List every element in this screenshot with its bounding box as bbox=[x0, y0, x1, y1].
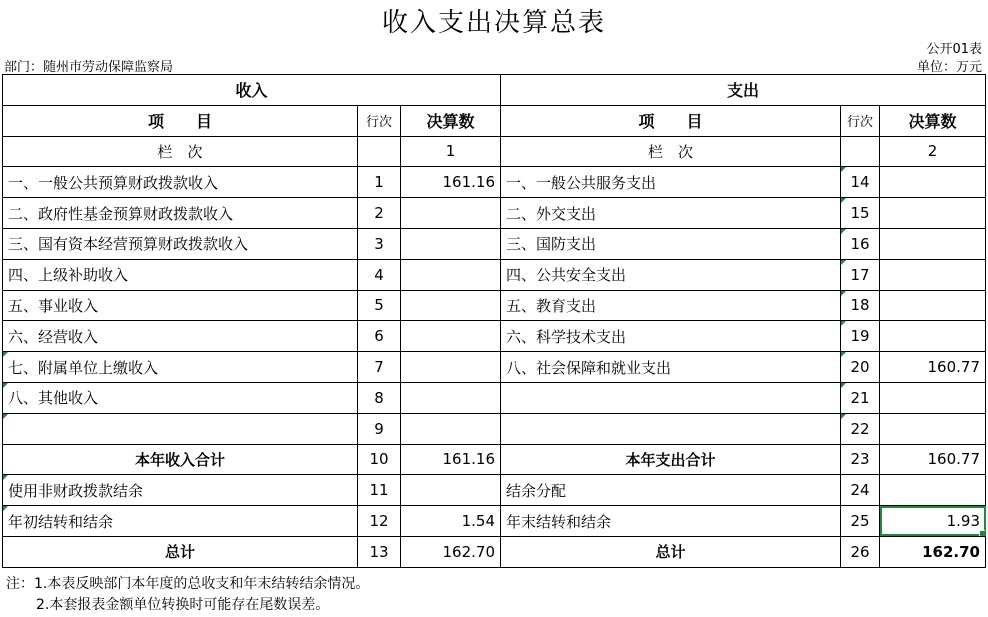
table-row bbox=[3, 198, 986, 229]
cell[interactable] bbox=[841, 136, 880, 167]
expense-amount[interactable] bbox=[880, 382, 986, 413]
expense-amount[interactable] bbox=[880, 321, 986, 352]
income-amount[interactable] bbox=[401, 290, 501, 321]
grand-total-expense-row-no[interactable]: 26 bbox=[841, 536, 880, 567]
table-row bbox=[3, 167, 986, 198]
table-row bbox=[3, 228, 986, 259]
expense-row-no[interactable]: 20 bbox=[841, 352, 880, 383]
income-rowno-header[interactable]: 行次 bbox=[358, 105, 401, 136]
distribution-label[interactable]: 结余分配 bbox=[501, 475, 841, 506]
income-column-label[interactable]: 栏 次 bbox=[3, 136, 358, 167]
form-code: 公开01表 bbox=[926, 42, 982, 57]
end-balance-amount-selected-cell[interactable] bbox=[880, 506, 986, 537]
income-amount[interactable] bbox=[401, 198, 501, 229]
report-title: 收入支出决算总表 bbox=[381, 8, 606, 38]
expense-column-number[interactable]: 2 bbox=[880, 136, 986, 167]
income-amount-header[interactable]: 决算数 bbox=[401, 105, 501, 136]
expense-item[interactable]: 六、科学技术支出 bbox=[501, 321, 841, 352]
expense-header[interactable]: 支出 bbox=[501, 75, 986, 106]
income-column-number[interactable]: 1 bbox=[401, 136, 501, 167]
income-row-no[interactable]: 2 bbox=[358, 198, 401, 229]
income-row-no[interactable]: 5 bbox=[358, 290, 401, 321]
expense-item[interactable] bbox=[501, 413, 841, 444]
expense-rowno-header[interactable]: 行次 bbox=[841, 105, 880, 136]
income-total-row-no[interactable]: 10 bbox=[358, 444, 401, 475]
note-2: 2.本套报表金额单位转换时可能存在尾数误差。 bbox=[36, 597, 330, 613]
income-item[interactable]: 八、其他收入 bbox=[3, 382, 358, 413]
income-amount[interactable] bbox=[401, 352, 501, 383]
table-row bbox=[3, 290, 986, 321]
income-item[interactable]: 二、政府性基金预算财政拨款收入 bbox=[3, 198, 358, 229]
expense-item[interactable] bbox=[501, 382, 841, 413]
income-item[interactable]: 四、上级补助收入 bbox=[3, 259, 358, 290]
expense-item[interactable]: 八、社会保障和就业支出 bbox=[501, 352, 841, 383]
expense-amount[interactable] bbox=[880, 413, 986, 444]
notes bbox=[6, 574, 369, 616]
income-amount[interactable] bbox=[401, 228, 501, 259]
table-row bbox=[3, 352, 986, 383]
grand-total-expense-amount[interactable]: 162.70 bbox=[880, 536, 986, 567]
income-row-no[interactable]: 9 bbox=[358, 413, 401, 444]
income-item[interactable]: 三、国有资本经营预算财政拨款收入 bbox=[3, 228, 358, 259]
grand-total-income-label[interactable]: 总计 bbox=[3, 536, 358, 567]
begin-balance-label[interactable]: 年初结转和结余 bbox=[3, 506, 358, 537]
cell[interactable] bbox=[358, 136, 401, 167]
expense-item[interactable]: 四、公共安全支出 bbox=[501, 259, 841, 290]
income-total-amount[interactable]: 161.16 bbox=[401, 444, 501, 475]
income-item[interactable] bbox=[3, 413, 358, 444]
expense-row-no[interactable]: 18 bbox=[841, 290, 880, 321]
income-item[interactable]: 一、一般公共预算财政拨款收入 bbox=[3, 167, 358, 198]
end-balance-row-no[interactable]: 25 bbox=[841, 506, 880, 537]
income-item-header[interactable]: 项 目 bbox=[3, 105, 358, 136]
expense-item-header[interactable]: 项 目 bbox=[501, 105, 841, 136]
expense-row-no[interactable]: 14 bbox=[841, 167, 880, 198]
distribution-amount[interactable] bbox=[880, 475, 986, 506]
begin-balance-amount[interactable]: 1.54 bbox=[401, 506, 501, 537]
expense-amount[interactable] bbox=[880, 198, 986, 229]
income-amount[interactable] bbox=[401, 321, 501, 352]
income-header[interactable]: 收入 bbox=[3, 75, 501, 106]
income-row-no[interactable]: 4 bbox=[358, 259, 401, 290]
income-item[interactable]: 六、经营收入 bbox=[3, 321, 358, 352]
income-amount[interactable] bbox=[401, 259, 501, 290]
expense-item[interactable]: 一、一般公共服务支出 bbox=[501, 167, 841, 198]
expense-amount[interactable] bbox=[880, 167, 986, 198]
income-item[interactable]: 七、附属单位上缴收入 bbox=[3, 352, 358, 383]
expense-total-label[interactable]: 本年支出合计 bbox=[501, 444, 841, 475]
income-amount[interactable] bbox=[401, 382, 501, 413]
nonfiscal-balance-amount[interactable] bbox=[401, 475, 501, 506]
income-amount[interactable] bbox=[401, 413, 501, 444]
expense-row-no[interactable]: 19 bbox=[841, 321, 880, 352]
expense-amount[interactable]: 160.77 bbox=[880, 352, 986, 383]
expense-row-no[interactable]: 21 bbox=[841, 382, 880, 413]
expense-amount[interactable] bbox=[880, 228, 986, 259]
income-item[interactable]: 五、事业收入 bbox=[3, 290, 358, 321]
budget-table bbox=[2, 74, 986, 568]
nonfiscal-balance-row-no[interactable]: 11 bbox=[358, 475, 401, 506]
income-row-no[interactable]: 3 bbox=[358, 228, 401, 259]
expense-column-label[interactable]: 栏 次 bbox=[501, 136, 841, 167]
begin-balance-row-no[interactable]: 12 bbox=[358, 506, 401, 537]
unit-label: 单位：万元 bbox=[916, 60, 982, 75]
table-row bbox=[3, 413, 986, 444]
department-label: 部门：随州市劳动保障监察局 bbox=[4, 60, 174, 75]
income-row-no[interactable]: 7 bbox=[358, 352, 401, 383]
income-total-label[interactable]: 本年收入合计 bbox=[3, 444, 358, 475]
grand-total-income-amount[interactable]: 162.70 bbox=[401, 536, 501, 567]
expense-amount-header[interactable]: 决算数 bbox=[880, 105, 986, 136]
income-row-no[interactable]: 1 bbox=[358, 167, 401, 198]
expense-amount[interactable] bbox=[880, 259, 986, 290]
grand-total-income-row-no[interactable]: 13 bbox=[358, 536, 401, 567]
table-row bbox=[3, 321, 986, 352]
expense-row-no[interactable]: 15 bbox=[841, 198, 880, 229]
expense-row-no[interactable]: 17 bbox=[841, 259, 880, 290]
grand-total-expense-label[interactable]: 总计 bbox=[501, 536, 841, 567]
expense-total-row-no[interactable]: 23 bbox=[841, 444, 880, 475]
income-row-no[interactable]: 8 bbox=[358, 382, 401, 413]
expense-item[interactable]: 二、外交支出 bbox=[501, 198, 841, 229]
end-balance-amount: 1.93 bbox=[946, 512, 980, 531]
expense-row-no[interactable]: 16 bbox=[841, 228, 880, 259]
expense-row-no[interactable]: 22 bbox=[841, 413, 880, 444]
end-balance-label[interactable]: 年末结转和结余 bbox=[501, 506, 841, 537]
distribution-row-no[interactable]: 24 bbox=[841, 475, 880, 506]
table-row bbox=[3, 382, 986, 413]
expense-amount[interactable] bbox=[880, 290, 986, 321]
table-row bbox=[3, 259, 986, 290]
expense-item[interactable]: 三、国防支出 bbox=[501, 228, 841, 259]
income-amount[interactable]: 161.16 bbox=[401, 167, 501, 198]
nonfiscal-balance-label[interactable]: 使用非财政拨款结余 bbox=[3, 475, 358, 506]
income-row-no[interactable]: 6 bbox=[358, 321, 401, 352]
expense-item[interactable]: 五、教育支出 bbox=[501, 290, 841, 321]
note-1: 注：1.本表反映部门本年度的总收支和年末结转结余情况。 bbox=[6, 576, 370, 592]
expense-total-amount[interactable]: 160.77 bbox=[880, 444, 986, 475]
